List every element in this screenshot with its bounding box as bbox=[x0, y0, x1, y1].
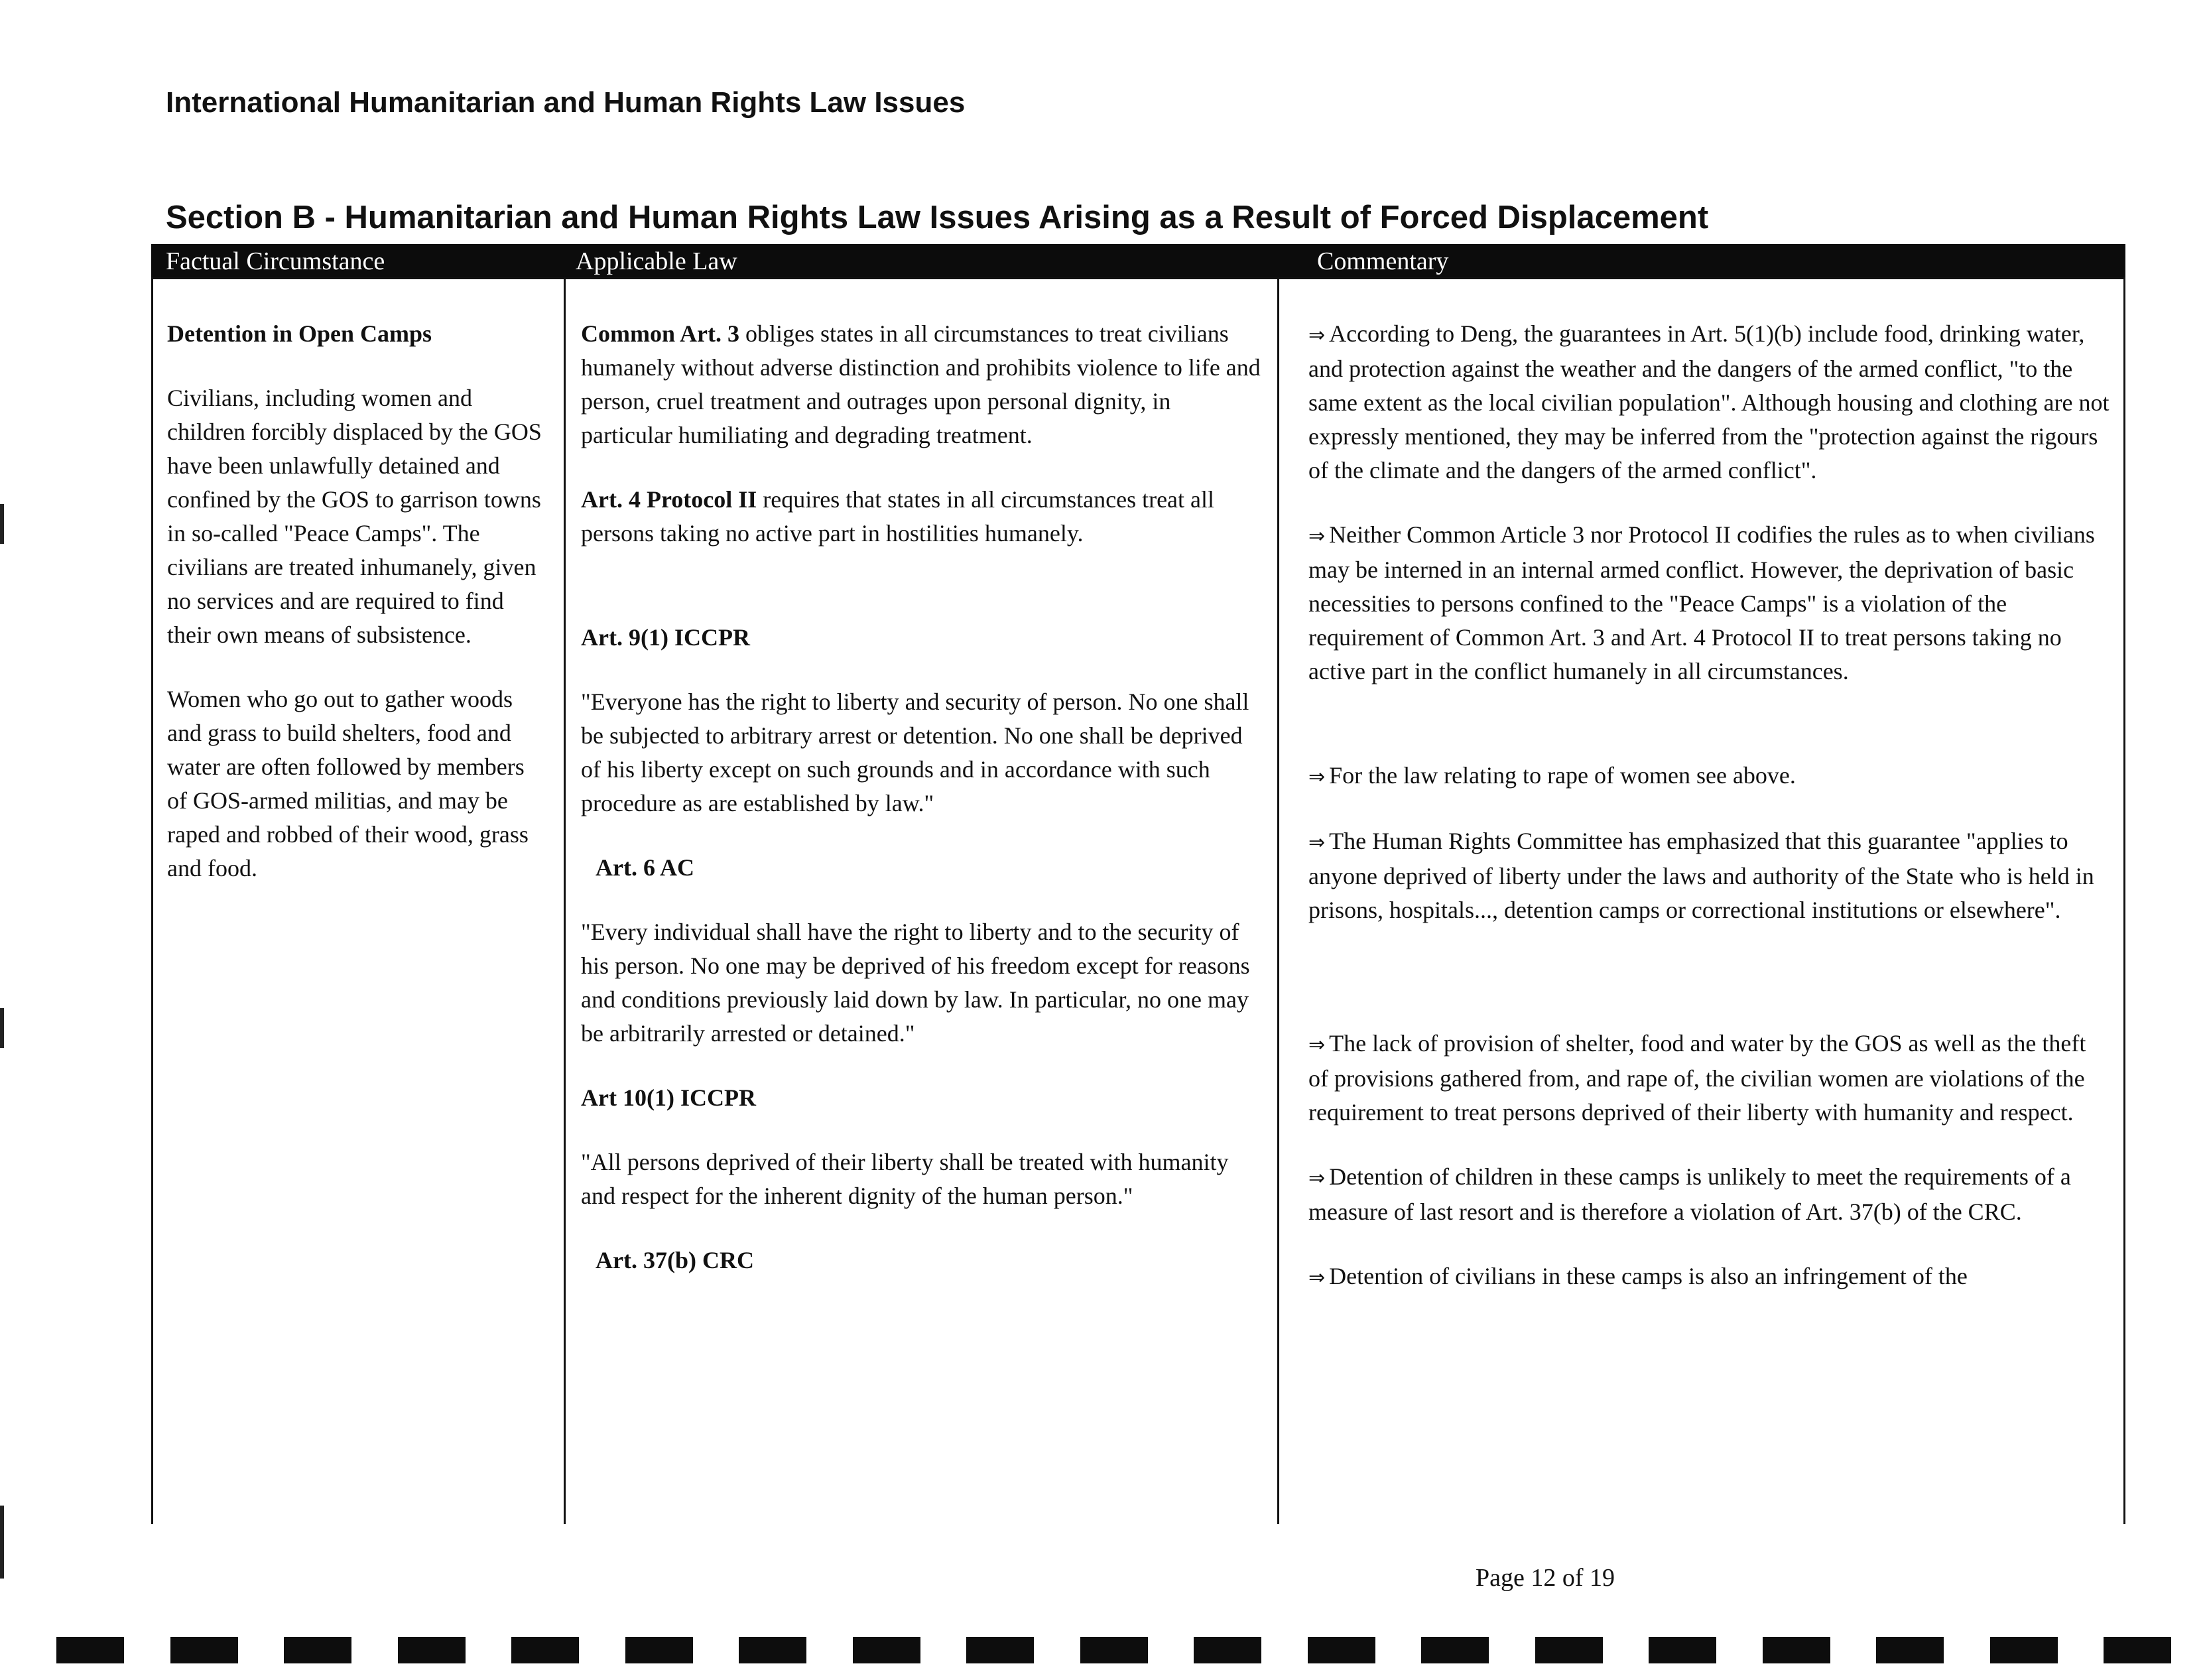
arrow-icon: ⇒ bbox=[1308, 831, 1326, 854]
column-divider bbox=[151, 277, 153, 1524]
scan-bar bbox=[739, 1637, 806, 1663]
scan-bar bbox=[56, 1637, 124, 1663]
scan-edge-mark bbox=[0, 504, 4, 544]
law-ref: Art. 9(1) ICCPR bbox=[581, 624, 750, 651]
commentary-item: ⇒ Neither Common Article 3 nor Protocol II codifies the rules as to when civilians may be interned in an internal armed conflict. However, the deprivation of basic necessities to persons confined to the "Peace Camps" is a violation of the requirement of Common Art. 3 and Art. 4 Protocol II to treat persons taking no active part in the conflict humanely in all circumstances. bbox=[1308, 521, 2095, 684]
page-number: Page 12 of 19 bbox=[1476, 1564, 1615, 1592]
scan-bar bbox=[1308, 1637, 1375, 1663]
column-header-law: Applicable Law bbox=[576, 247, 737, 275]
commentary-item: ⇒ The Human Rights Committee has emphasized that this guarantee "applies to anyone deprived of liberty under the laws and authority of the State who is held in prisons, hospitals..., detention camps or correctional institutions or elsewhere". bbox=[1308, 828, 2094, 923]
law-text: obliges states in all circumstances to treat civilians humanely without adverse distinction and prohibits violence to life and person, cruel treatment and outrages upon personal dignity, in particular humiliating and degrading treatment. bbox=[581, 320, 1261, 448]
scan-edge-mark bbox=[0, 1008, 4, 1048]
scan-bar bbox=[853, 1637, 920, 1663]
scan-bar bbox=[284, 1637, 351, 1663]
law-issues-table bbox=[151, 244, 2125, 1481]
law-ref: Common Art. 3 bbox=[581, 320, 739, 347]
scan-bar bbox=[1535, 1637, 1603, 1663]
law-ref: Art. 37(b) CRC bbox=[596, 1247, 754, 1273]
scan-bar bbox=[398, 1637, 466, 1663]
law-text: requires that states in all circumstances treat all persons taking no active part in hostilities humanely. bbox=[581, 486, 1215, 547]
commentary-column bbox=[1308, 317, 2111, 1325]
arrow-icon: ⇒ bbox=[1308, 525, 1326, 548]
scan-bar bbox=[170, 1637, 238, 1663]
arrow-icon: ⇒ bbox=[1308, 1266, 1326, 1289]
scan-bar bbox=[625, 1637, 693, 1663]
law-column bbox=[581, 317, 1267, 1308]
arrow-icon: ⇒ bbox=[1308, 1167, 1326, 1190]
law-quote: "Everyone has the right to liberty and security of person. No one shall be subjected to arbitrary arrest or detention. No one shall be deprived of his liberty except on such grounds and in accordance with such procedure as are established by law." bbox=[581, 688, 1249, 816]
factual-column bbox=[167, 317, 548, 916]
commentary-item: ⇒ According to Deng, the guarantees in Art. 5(1)(b) include food, drinking water, and protection against the weather and the dangers of the armed conflict, "to the same extent as the local civilian population". Although housing and clothing are not expressly mentioned, they may be inferred from the "protection against the rigours of the climate and the dangers of the armed conflict". bbox=[1308, 320, 2110, 484]
commentary-item: ⇒ Detention of civilians in these camps is also an infringement of the bbox=[1308, 1263, 1968, 1289]
factual-heading: Detention in Open Camps bbox=[167, 320, 432, 347]
column-header-factual: Factual Circumstance bbox=[166, 247, 385, 275]
column-divider bbox=[2123, 277, 2125, 1524]
section-title: Section B - Humanitarian and Human Rights Law Issues Arising as a Result of Forced Displacement bbox=[166, 200, 1709, 235]
law-quote: "All persons deprived of their liberty shall be treated with humanity and respect for the inherent dignity of the human person." bbox=[581, 1149, 1229, 1209]
arrow-icon: ⇒ bbox=[1308, 324, 1326, 347]
scan-edge-mark bbox=[0, 1506, 4, 1579]
document-header: International Humanitarian and Human Rights Law Issues bbox=[166, 86, 966, 119]
factual-paragraph: Women who go out to gather woods and grass to build shelters, food and water are often followed by members of GOS-armed militias, and may be raped and robbed of their wood, grass and food. bbox=[167, 686, 529, 881]
commentary-item: ⇒ Detention of children in these camps is unlikely to meet the requirements of a measure of last resort and is therefore a violation of Art. 37(b) of the CRC. bbox=[1308, 1163, 2071, 1225]
scan-bar bbox=[1763, 1637, 1830, 1663]
law-entry bbox=[581, 483, 1267, 550]
law-entry bbox=[581, 317, 1267, 452]
scan-bar bbox=[1649, 1637, 1716, 1663]
arrow-icon: ⇒ bbox=[1308, 765, 1326, 789]
scan-bar bbox=[1194, 1637, 1261, 1663]
arrow-icon: ⇒ bbox=[1308, 1033, 1326, 1057]
scan-bar bbox=[1080, 1637, 1148, 1663]
scan-bar bbox=[2104, 1637, 2171, 1663]
law-ref: Art. 4 Protocol II bbox=[581, 486, 757, 513]
factual-paragraph: Civilians, including women and children forcibly displaced by the GOS have been unlawfully detained and confined by the GOS to garrison towns in so-called "Peace Camps". The civilians are treated inhumanely, given no services and are required to find their own means of subsistence. bbox=[167, 385, 542, 648]
scan-bar bbox=[1990, 1637, 2058, 1663]
column-header-commentary: Commentary bbox=[1317, 247, 1449, 275]
commentary-item: ⇒ The lack of provision of shelter, food and water by the GOS as well as the theft of provisions gathered from, and rape of, the civilian women are violations of the requirement to treat persons deprived of their liberty with humanity and respect. bbox=[1308, 1030, 2086, 1126]
table-header-row bbox=[151, 244, 2125, 277]
column-divider bbox=[564, 277, 566, 1524]
law-ref: Art. 6 AC bbox=[596, 854, 694, 881]
scan-bar bbox=[511, 1637, 579, 1663]
scan-bar bbox=[1876, 1637, 1944, 1663]
law-quote: "Every individual shall have the right to liberty and to the security of his person. No one may be deprived of his freedom except for reasons and conditions previously laid down by law. In particular, no one may be arbitrarily arrested or detained." bbox=[581, 919, 1250, 1047]
law-ref: Art 10(1) ICCPR bbox=[581, 1084, 756, 1111]
column-divider bbox=[1277, 277, 1279, 1524]
scan-bar bbox=[1421, 1637, 1489, 1663]
commentary-item: ⇒ For the law relating to rape of women see above. bbox=[1308, 762, 1796, 789]
scan-bar bbox=[966, 1637, 1034, 1663]
header-divider bbox=[151, 277, 2125, 279]
